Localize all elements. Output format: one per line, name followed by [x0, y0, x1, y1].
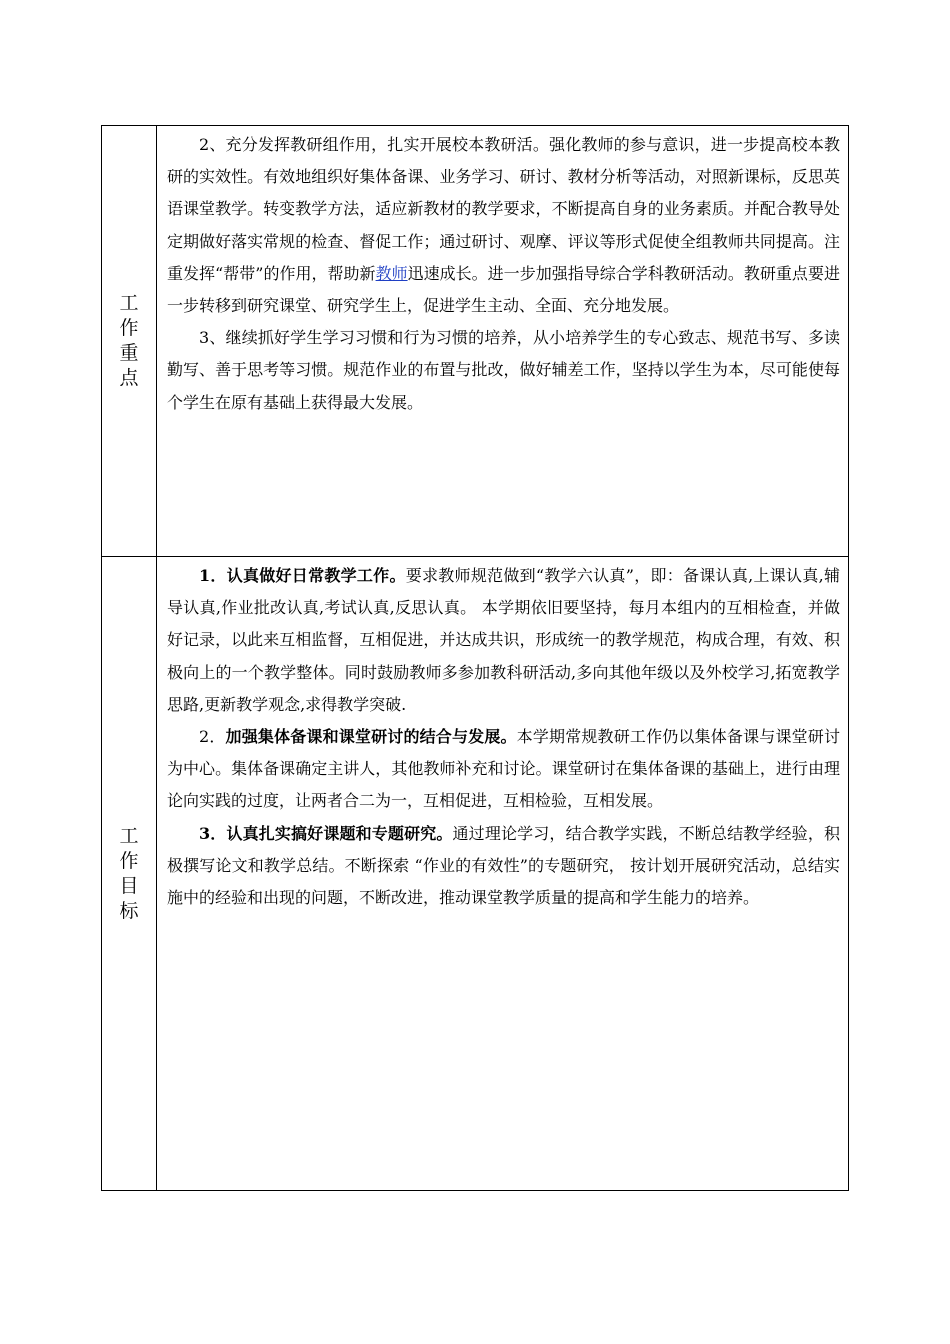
paragraph: 3．认真扎实搞好课题和专题研究。通过理论学习，结合教学实践，不断总结教学经验，积极撰写论文和教学总结。不断探索 “作业的有效性”的专题研究， 按计划开展研究活动，总结实施中的经验和出现的问题，不断改进，推动课堂教学质量的提高和学生能力的培养。 — [167, 823, 840, 908]
item-heading: 认真做好日常教学工作。 — [226, 566, 406, 585]
paragraph: 2．加强集体备课和课堂研讨的结合与发展。本学期常规教研工作仍以集体备课与课堂研讨为中心。集体备课确定主讲人，其他教师补充和讨论。课堂研讨在集体备课的基础上，进行由理论向实践的过度，让两者合二为一，互相促进，互相检验，互相发展。 — [167, 727, 840, 811]
item-number: 3． — [199, 823, 227, 843]
table-row — [102, 126, 849, 557]
content-cell — [157, 126, 849, 557]
work-focus-content — [157, 126, 848, 419]
item-number: 2． — [199, 727, 226, 747]
item-heading: 认真扎实搞好课题和专题研究。 — [226, 823, 453, 843]
row-label-cell — [102, 557, 157, 1191]
item-heading: 加强集体备课和课堂研讨的结合与发展。 — [225, 727, 517, 747]
paragraph: 3、继续抓好学生学习习惯和行为习惯的培养，从小培养学生的专心致志、规范书写、多读勤写、善于思考等习惯。规范作业的布置与批改，做好辅差工作，坚持以学生为本，尽可能使每个学生在原有基础上获得最大发展。 — [167, 328, 840, 412]
item-number: 1． — [199, 566, 227, 585]
teacher-link[interactable]: 教师 — [375, 263, 408, 283]
paragraph: 1．认真做好日常教学工作。要求教师规范做到“教学六认真”，即：备课认真,上课认真,辅导认真,作业批改认真,考试认真,反思认真。 本学期依旧要坚持，每月本组内的互相检查，并做好记录，以此来互相监督，互相促进，并达成共识，形成统一的教学规范，构成合理，有效、积极向上的一个教学整体。同时鼓励教师多参加教科研活动,多向其他年级以及外校学习,拓宽教学思路,更新教学观念,求得教学突破. — [167, 566, 840, 714]
row-label-cell — [102, 126, 157, 557]
row-label-work-goal: 工作目标 — [119, 824, 139, 922]
row-label-work-focus: 工作重点 — [119, 292, 139, 389]
paragraph: 2、充分发挥教研组作用，扎实开展校本教研活。强化教师的参与意识，进一步提高校本教研的实效性。有效地组织好集体备课、业务学习、研讨、教材分析等活动，对照新课标，反思英语课堂教学。转变教学方法，适应新教材的教学要求，不断提高自身的业务素质。并配合教导处定期做好落实常规的检查、督促工作；通过研讨、观摩、评议等形式促使全组教师共同提高。注重发挥“帮带”的作用，帮助新教师迅速成长。进一步加强指导综合学科教研活动。教研重点要进一步转移到研究课堂、研究学生上，促进学生主动、全面、充分地发展。 — [167, 135, 840, 316]
table-row — [102, 557, 849, 1191]
work-plan-table — [101, 125, 849, 1191]
work-goal-content — [157, 557, 848, 914]
content-cell — [157, 557, 849, 1191]
